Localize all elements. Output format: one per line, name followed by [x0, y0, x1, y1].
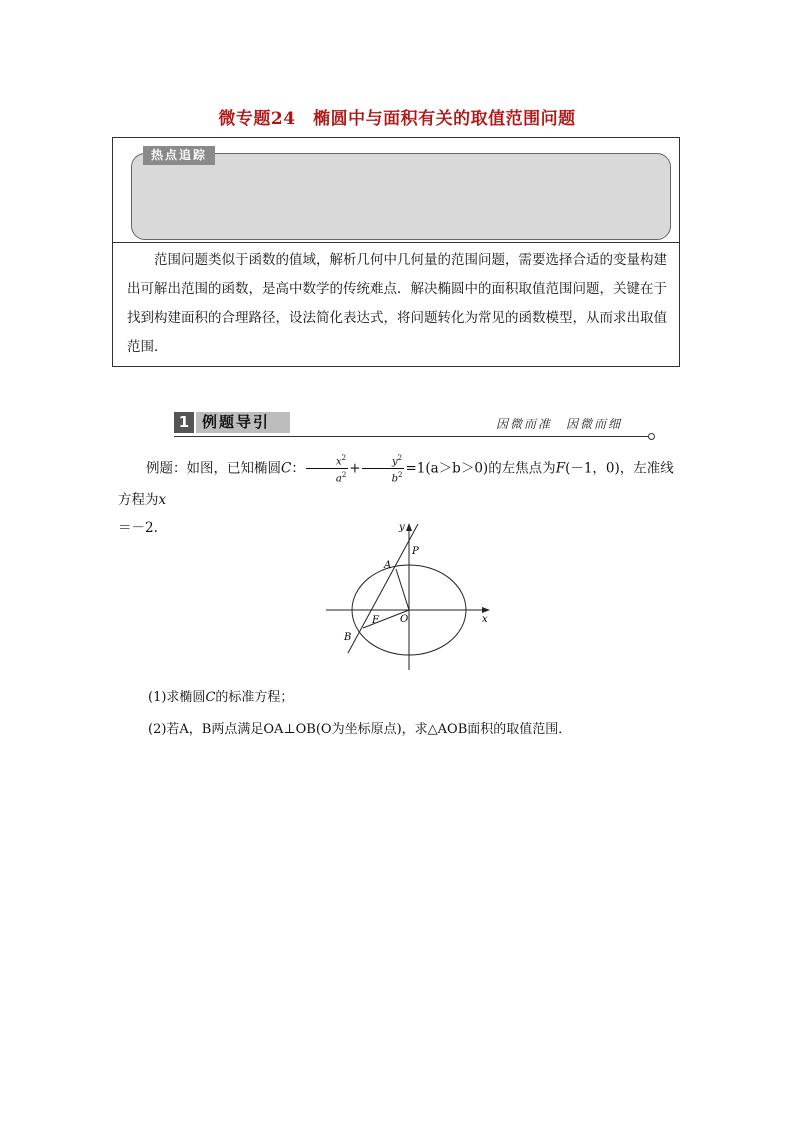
frac2-numerator: y — [391, 456, 398, 468]
plus-sign: + — [349, 460, 361, 477]
frac1-denominator-exp: 2 — [341, 471, 347, 480]
label-x: x — [482, 614, 488, 625]
question-2-text: 若A，B两点满足OA⊥OB(O为坐标原点)，求△AOB面积的取值范围． — [166, 722, 572, 737]
focus-var: F — [555, 460, 566, 477]
x-axis-arrow — [482, 607, 490, 613]
ellipse-condition: =1(a＞b＞0) — [405, 460, 489, 477]
label-y: y — [399, 522, 405, 533]
ellipse-figure — [320, 518, 500, 673]
section-rule-end-dot — [648, 433, 655, 440]
y-axis-arrow — [406, 523, 412, 531]
fraction-x2-a2 — [306, 452, 348, 486]
frac2-numerator-exp: 2 — [397, 454, 403, 462]
question-1-text-after: 的标准方程； — [215, 690, 294, 705]
focus-coords: (－1，0)，左准线方程为 — [118, 460, 674, 508]
label-F: F — [372, 615, 379, 626]
section-label: 例题导引 — [196, 412, 290, 433]
fraction-y2-b2 — [362, 452, 405, 486]
question-2-number: (2) — [148, 722, 167, 737]
example-colon: ： — [291, 460, 305, 477]
section-header — [174, 412, 654, 442]
question-1-text-before: 求椭圆 — [166, 690, 206, 705]
hot-topic-banner — [131, 153, 671, 240]
question-1-number: (1) — [148, 690, 167, 705]
frac2-denominator: b — [391, 473, 398, 485]
frac1-numerator: x — [336, 456, 342, 468]
hot-topic-paragraph: 范围问题类似于函数的值域，解析几何中几何量的范围问题，需要选择合适的变量构建出可解出范围的函数，是高中数学的传统难点．解决椭圆中的面积取值范围问题，关键在于找到构建面积的合理路径，设法简化表达式，将问题转化为常见的函数模型，从而求出取值范围． — [127, 252, 667, 355]
hot-topic-divider — [113, 242, 679, 243]
curve-name: C — [281, 460, 292, 477]
frac2-denominator-exp: 2 — [398, 471, 403, 480]
example-line-2: ＝－2. — [118, 519, 158, 536]
section-rule — [174, 436, 648, 437]
example-prefix: 例题：如图，已知椭圆 — [146, 460, 281, 477]
label-A: A — [384, 560, 392, 571]
example-line-1 — [118, 452, 678, 514]
section-motto: 因微而准 因微而细 — [496, 417, 623, 431]
page-title: 微专题24 椭圆中与面积有关的取值范围问题 — [218, 109, 576, 129]
label-P: P — [412, 546, 419, 557]
hot-topic-tab: 热点追踪 — [143, 146, 215, 165]
frac1-denominator: a — [335, 473, 342, 485]
frac1-numerator-exp: 2 — [341, 454, 347, 462]
question-2 — [148, 718, 571, 737]
question-1-var: C — [205, 690, 216, 705]
directrix-var: x — [158, 491, 167, 508]
question-1 — [148, 686, 293, 705]
label-O: O — [400, 614, 409, 625]
example-mid: 的左焦点为 — [488, 460, 556, 477]
segment-OA — [396, 569, 409, 610]
section-number: 1 — [174, 412, 194, 433]
label-B: B — [344, 632, 352, 643]
hot-topic-box — [112, 137, 680, 367]
